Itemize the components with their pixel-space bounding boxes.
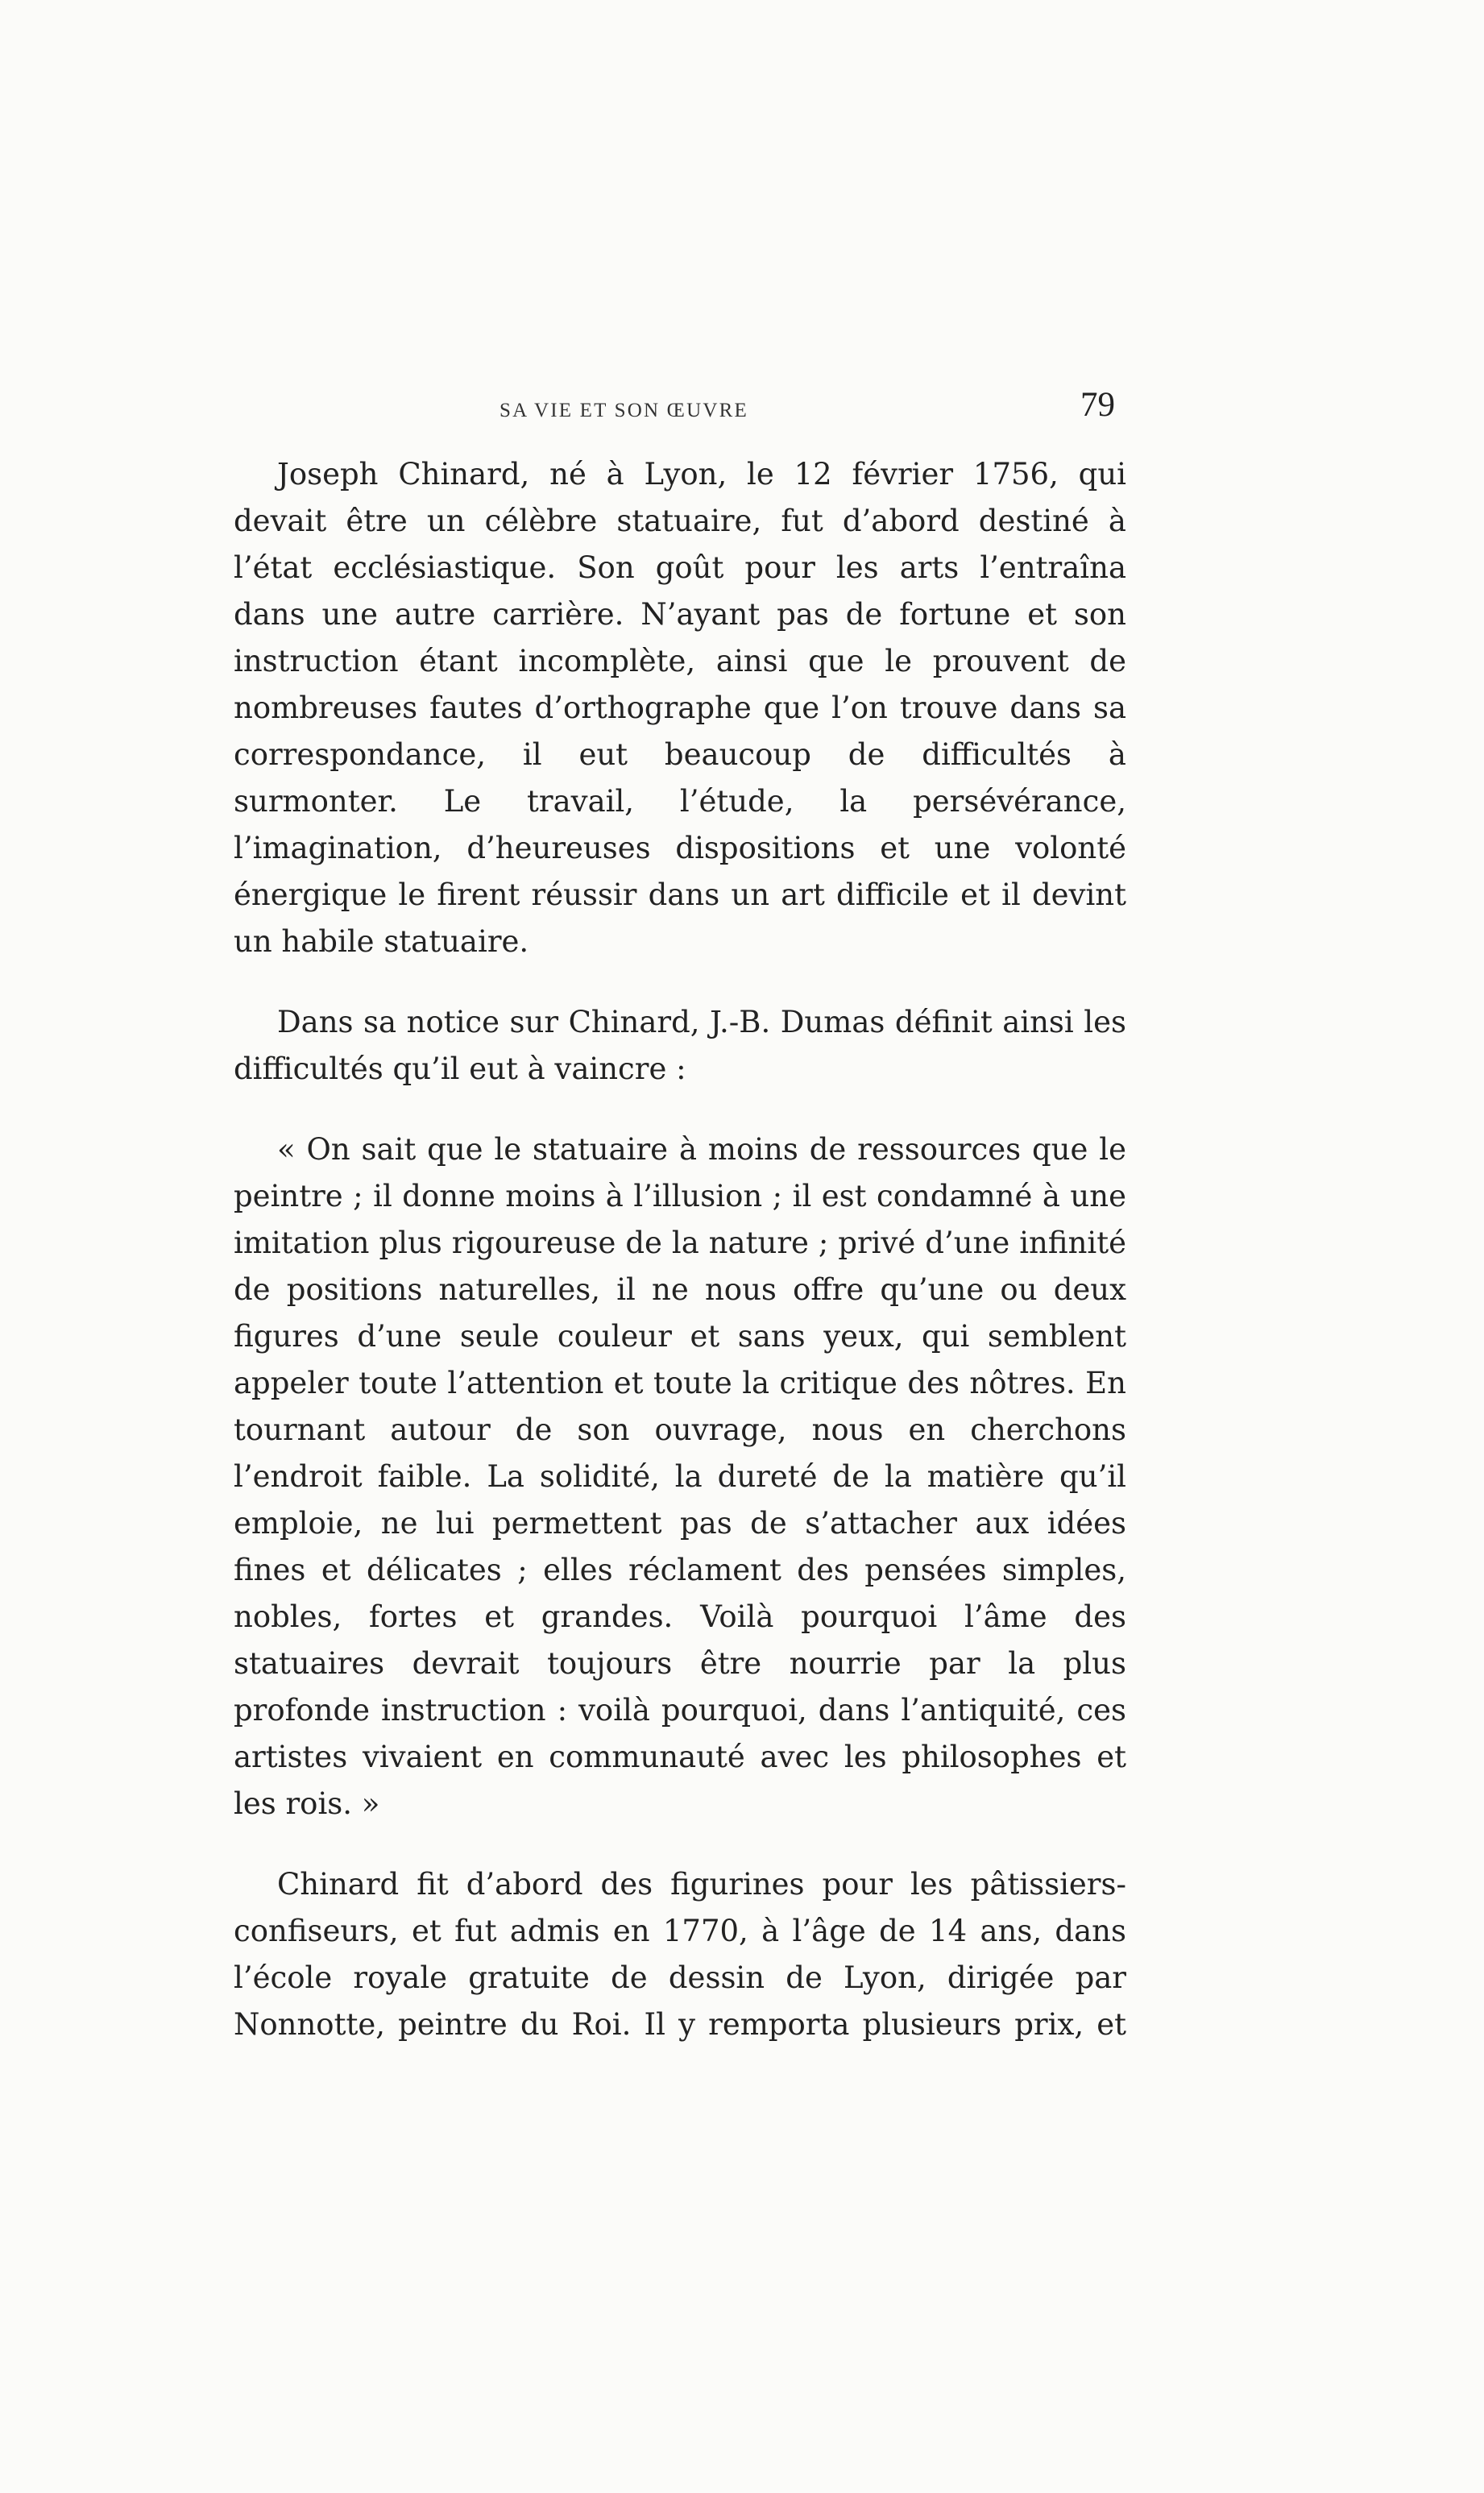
paragraph-biography-intro: Joseph Chinard, né à Lyon, le 12 février 1756, qui devait être un célèbre statuaire, fut d’abord destiné à l’état ecclésiastique. Son goût pour les arts l’entraîna dans une autre carrière. N’ayant pas de fortune et son instruction étant incomplète, ainsi que le prouvent de nombreuses fautes d’orthographe que l’on trouve dans sa correspondance, il eut beaucoup de difficultés à surmonter. Le travail, l’étude, la persévérance, l’imagination, d’heureuses dispositions et une volonté énergique le firent réussir dans un art difficile et il devint un habile statuaire.: [234, 457, 1126, 959]
paragraph-early-training: Chinard fit d’abord des figurines pour les pâtissiers-confiseurs, et fut admis en 1770, à l’âge de 14 ans, dans l’école royale gratuite de dessin de Lyon, dirigée par Nonnotte, peintre du Roi. Il y remporta plusieurs prix, et: [234, 1867, 1126, 2042]
page-number: 79: [1080, 386, 1115, 424]
page-header: [234, 384, 1126, 440]
main-text: [234, 451, 1126, 2048]
paragraph-dumas-intro: Dans sa notice sur Chinard, J.-B. Dumas définit ainsi les difficultés qu’il eut à vaincre :: [234, 1005, 1126, 1086]
paragraph-dumas-quote: « On sait que le statuaire à moins de ressources que le peintre ; il donne moins à l’illusion ; il est condamné à une imitation plus rigoureuse de la nature ; privé d’une infinité de positions naturelles, il ne nous offre qu’une ou deux figures d’une seule couleur et sans yeux, qui semblent appeler toute l’attention et toute la critique des nôtres. En tournant autour de son ouvrage, nous en cherchons l’endroit faible. La solidité, la dureté de la matière qu’il emploie, ne lui permettent pas de s’attacher aux idées fines et délicates ; elles réclament des pensées simples, nobles, fortes et grandes. Voilà pourquoi l’âme des statuaires devrait toujours être nourrie par la plus profonde instruction : voilà pourquoi, dans l’antiquité, ces artistes vivaient en communauté avec les philosophes et les rois. »: [234, 1132, 1126, 1821]
running-head: SA VIE ET SON ŒUVRE: [500, 400, 748, 421]
